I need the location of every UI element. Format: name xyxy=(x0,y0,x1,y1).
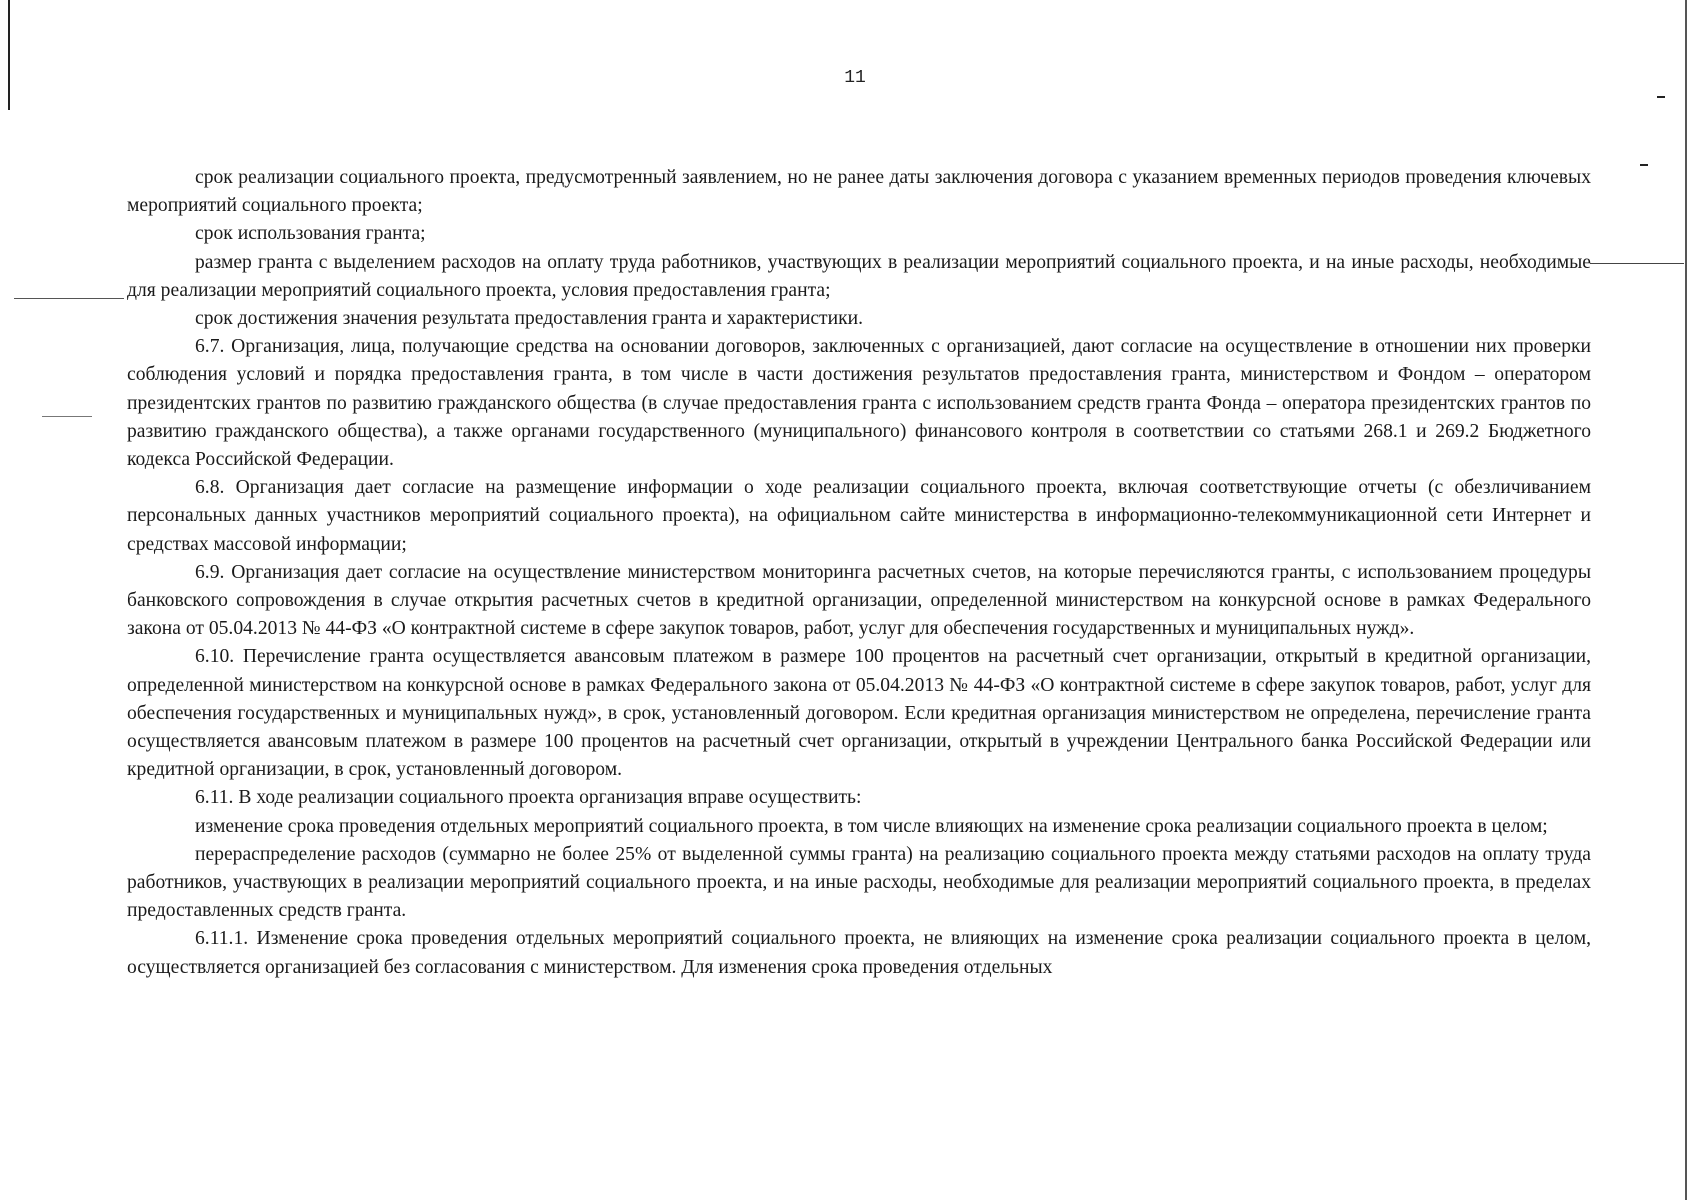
paragraph-result-deadline: срок достижения значения результата предоставления гранта и характеристики. xyxy=(195,308,863,330)
page-number: 11 xyxy=(844,68,866,88)
scan-edge-mark-right xyxy=(1685,0,1687,1200)
paragraph-grant-amount: размер гранта с выделением расходов на оплату труда работников, участвующих в реализации мероприятий социального проекта, и на иные расходы, необходимые для реализации мероприятий социального проекта, условия предоставления гранта; xyxy=(127,251,1591,301)
scan-line-right xyxy=(1590,263,1684,264)
paragraph-6-7: 6.7. Организация, лица, получающие средства на основании договоров, заключенных с организацией, дают согласие на осуществление в отношении них проверки соблюдения условий и порядка предоставления гранта, в том числе в части достижения результатов предоставления гранта, министерством и Фондом – оператором президентских грантов по развитию гражданского общества (в случае предоставления гранта с использованием средств гранта Фонда – оператора президентских грантов по развитию гражданского общества), а также органами государственного (муниципального) финансового контроля в соответствии со статьями 268.1 и 269.2 Бюджетного кодекса Российской Федерации. xyxy=(127,336,1591,471)
scan-edge-mark-left xyxy=(8,0,10,110)
paragraph-grant-usage-term: срок использования гранта; xyxy=(195,223,426,245)
scan-dash-left xyxy=(42,416,92,417)
scan-dash-right-2 xyxy=(1640,164,1648,166)
paragraph-6-10: 6.10. Перечисление гранта осуществляется авансовым платежом в размере 100 процентов на расчетный счет организации, открытый в кредитной организации, определенной министерством на конкурсной основе в рамках Федерального закона от 05.04.2013 № 44-ФЗ «О контрактной системе в сфере закупок товаров, работ, услуг для обеспечения государственных и муниципальных нужд», в срок, установленный договором. Если кредитная организация министерством не определена, перечисление гранта осуществляется авансовым платежом в размере 100 процентов на расчетный счет организации, открытый в учреждении Центрального банка Российской Федерации или кредитной организации, в срок, установленный договором. xyxy=(127,646,1591,781)
scan-dash-right-1 xyxy=(1657,96,1665,98)
paragraph-6-11-1: 6.11.1. Изменение срока проведения отдельных мероприятий социального проекта, не влияющих на изменение срока реализации социального проекта в целом, осуществляется организацией без согласования с министерством. Для изменения срока проведения отдельных xyxy=(127,928,1591,978)
paragraph-6-11-redistribution: перераспределение расходов (суммарно не более 25% от выделенной суммы гранта) на реализацию социального проекта между статьями расходов на оплату труда работников, участвующих в реализации мероприятий социального проекта, и на иные расходы, необходимые для реализации мероприятий социального проекта, в пределах предоставленных средств гранта. xyxy=(127,843,1591,922)
scan-line-left xyxy=(14,298,124,299)
paragraph-6-11-term-change: изменение срока проведения отдельных мероприятий социального проекта, в том числе влияющих на изменение срока реализации социального проекта в целом; xyxy=(195,815,1548,837)
document-body xyxy=(127,164,1591,982)
paragraph-6-9: 6.9. Организация дает согласие на осуществление министерством мониторинга расчетных счетов, на которые перечисляются гранты, с использованием процедуры банковского сопровождения в случае открытия расчетных счетов в кредитной организации, определенной министерством на конкурсной основе в рамках Федерального закона от 05.04.2013 № 44-ФЗ «О контрактной системе в сфере закупок товаров, работ, услуг для обеспечения государственных и муниципальных нужд». xyxy=(127,561,1591,640)
paragraph-project-term: срок реализации социального проекта, предусмотренный заявлением, но не ранее даты заключения договора с указанием временных периодов проведения ключевых мероприятий социального проекта; xyxy=(127,167,1591,217)
paragraph-6-8: 6.8. Организация дает согласие на размещение информации о ходе реализации социального проекта, включая соответствующие отчеты (с обезличиванием персональных данных участников мероприятий социального проекта), на официальном сайте министерства в информационно-телекоммуникационной сети Интернет и средствах массовой информации; xyxy=(127,477,1591,555)
paragraph-6-11: 6.11. В ходе реализации социального проекта организация вправе осуществить: xyxy=(195,787,862,809)
